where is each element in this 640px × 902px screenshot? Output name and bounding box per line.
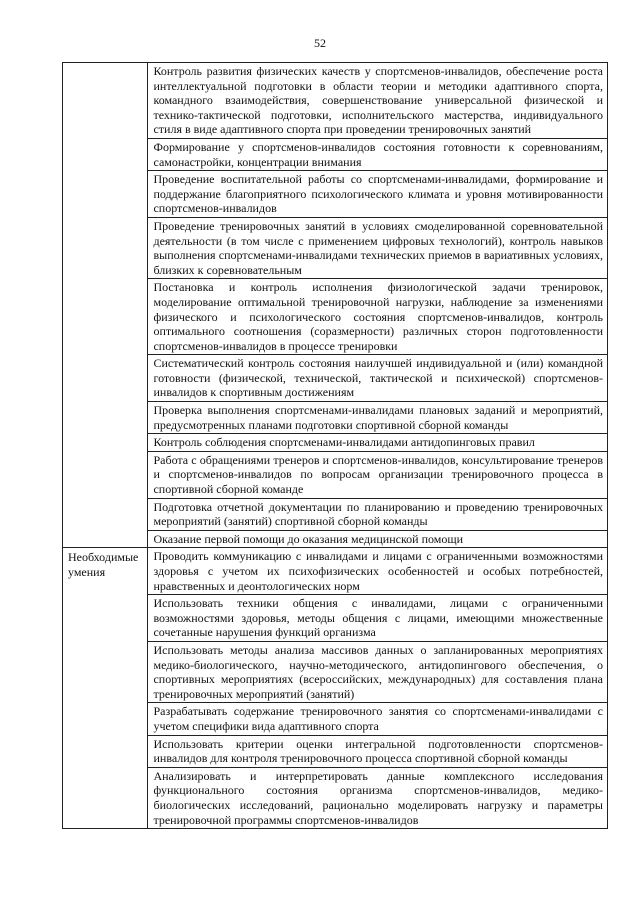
table-row [63,548,608,595]
table-cell: Систематический контроль состояния наилучшей индивидуальной и (или) командной готовности (физической, технической, тактической и психической) спортсменов-инвалидов к спортивным достижениям [148,355,608,402]
table-cell: Проводить коммуникацию с инвалидами и лицами с ограниченными возможностями здоровья с учетом их психофизических особенностей и особых потребностей, нравственных и деонтологических норм [148,548,608,595]
group-label-skills: Необходимые умения [63,548,148,829]
table-cell: Постановка и контроль исполнения физиологической задачи тренировок, моделирование оптимальной тренировочной нагрузки, наблюдение за изменениями физического и психологического состояния спортсменов-инвалидов, контроль оптимального соотношения (соразмерности) различных сторон подготовленности спортсменов-инвалидов в процессе тренировки [148,279,608,355]
table-cell: Использовать техники общения с инвалидами, лицами с ограниченными возможностями здоровья, методы общения с лицами, имеющими множественные сочетанные нарушения функций организма [148,595,608,642]
page-number: 52 [314,36,326,50]
table-cell: Проведение тренировочных занятий в условиях смоделированной соревновательной деятельности (в том числе с применением цифровых технологий), контроль навыков выполнения спортсменами-инвалидами технических приемов в вариативных условиях, близких к соревновательным [148,217,608,278]
table-cell: Использовать методы анализа массивов данных о запланированных мероприятиях медико-биологического, научно-методического, антидопингового обеспечения, о спортивных мероприятиях (всероссийских, международных) для составления плана тренировочных мероприятий (занятий) [148,641,608,702]
table-cell: Формирование у спортсменов-инвалидов состояния готовности к соревнованиям, самонастройки, концентрации внимания [148,138,608,170]
table-cell: Контроль развития физических качеств у спортсменов-инвалидов, обеспечение роста интеллектуальной подготовки в области теории и методики адаптивного спорта, командного взаимодействия, совершенствование универсальной физической и технико-тактической подготовки, исполнительского мастерства, индивидуального стиля в виде адаптивного спорта при проведении тренировочных занятий [148,63,608,139]
table-cell: Разрабатывать содержание тренировочного занятия со спортсменами-инвалидами с учетом специфики вида адаптивного спорта [148,703,608,735]
table-row [63,63,608,139]
table-cell: Проверка выполнения спортсменами-инвалидами плановых заданий и мероприятий, предусмотренных планами подготовки спортивной сборной команды [148,402,608,434]
group-label-empty [63,63,148,548]
table-cell: Анализировать и интерпретировать данные комплексного исследования функционального состояния организма спортсменов-инвалидов, медико-биологических исследований, рационально моделировать нагрузку и параметры тренировочной программы спортсменов-инвалидов [148,767,608,828]
table-cell: Работа с обращениями тренеров и спортсменов-инвалидов, консультирование тренеров и спортсменов-инвалидов по вопросам организации тренировочного процесса в спортивной сборной команде [148,451,608,498]
table-cell: Оказание первой помощи до оказания медицинской помощи [148,530,608,548]
table-cell: Проведение воспитательной работы со спортсменами-инвалидами, формирование и поддержание благоприятного психологического климата и уровня мотивированности спортсменов-инвалидов [148,171,608,218]
table-cell: Использовать критерии оценки интегральной подготовленности спортсменов-инвалидов для контроля тренировочного процесса спортивной сборной команды [148,735,608,767]
functions-table [62,62,608,829]
table-cell: Подготовка отчетной документации по планированию и проведению тренировочных мероприятий (занятий) спортивной сборной команды [148,498,608,530]
table-cell: Контроль соблюдения спортсменами-инвалидами антидопинговых правил [148,434,608,452]
